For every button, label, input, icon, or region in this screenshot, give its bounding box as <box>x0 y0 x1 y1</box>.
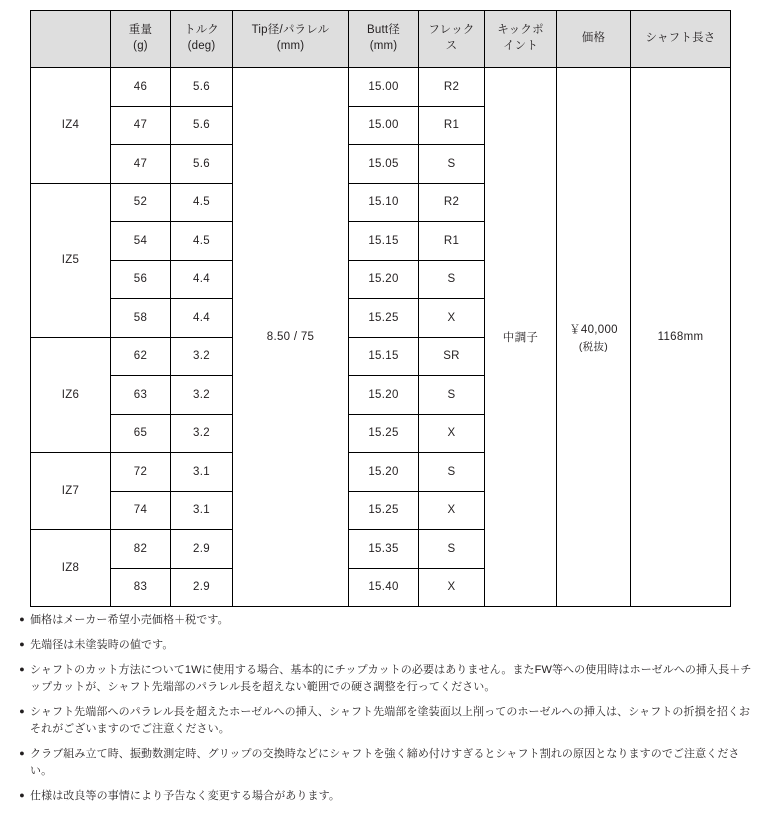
note-text: 価格はメーカー希望小売価格＋税です。 <box>30 614 229 626</box>
flex-cell: S <box>419 453 485 492</box>
column-header-butt-diameter <box>349 11 419 68</box>
weight-cell: 46 <box>111 68 171 107</box>
bullet-icon: ● <box>19 664 25 675</box>
column-header-kick-point-cont: イント <box>502 40 539 52</box>
column-header-torque-unit: (deg) <box>187 40 216 52</box>
table-row <box>31 68 731 107</box>
shaft-length-cell: 1168mm <box>631 68 731 607</box>
column-header-weight-unit: (g) <box>133 40 148 52</box>
column-header-weight <box>111 11 171 68</box>
column-header-butt-diameter-main: Butt径 <box>367 24 400 37</box>
weight-cell: 82 <box>111 530 171 569</box>
weight-cell: 52 <box>111 183 171 222</box>
flex-cell: R1 <box>419 106 485 145</box>
tip-diameter-cell: 8.50 / 75 <box>233 68 349 607</box>
torque-cell: 3.2 <box>171 337 233 376</box>
butt-diameter-cell: 15.40 <box>349 568 419 607</box>
column-header-kick-point <box>485 11 557 68</box>
model-cell-iz6: IZ6 <box>31 337 111 453</box>
note-item <box>14 637 754 654</box>
weight-cell: 47 <box>111 106 171 145</box>
butt-diameter-cell: 15.25 <box>349 491 419 530</box>
note-item <box>14 612 754 629</box>
butt-diameter-cell: 15.35 <box>349 530 419 569</box>
weight-cell: 54 <box>111 222 171 261</box>
torque-cell: 3.1 <box>171 491 233 530</box>
note-text: シャフトのカット方法について1Wに使用する場合、基本的にチップカットの必要はありません。またFW等への使用時はホーゼルへの挿入長＋チップカットが、シャフト先端部のパラレル長を超えない範囲での硬さ調整を行ってください。 <box>30 664 752 694</box>
weight-cell: 65 <box>111 414 171 453</box>
bullet-icon: ● <box>19 639 25 650</box>
column-header-flex-main: フレック <box>428 24 475 37</box>
butt-diameter-cell: 15.00 <box>349 106 419 145</box>
torque-cell: 5.6 <box>171 145 233 184</box>
column-header-flex-cont: ス <box>445 40 458 52</box>
torque-cell: 3.2 <box>171 414 233 453</box>
torque-cell: 5.6 <box>171 68 233 107</box>
shaft-spec-table <box>30 10 731 607</box>
bullet-icon: ● <box>19 614 25 624</box>
flex-cell: S <box>419 376 485 415</box>
torque-cell: 5.6 <box>171 106 233 145</box>
butt-diameter-cell: 15.10 <box>349 183 419 222</box>
weight-cell: 83 <box>111 568 171 607</box>
butt-diameter-cell: 15.25 <box>349 414 419 453</box>
flex-cell: SR <box>419 337 485 376</box>
torque-cell: 4.4 <box>171 260 233 299</box>
column-header-shaft-length-main: シャフト長さ <box>645 32 716 45</box>
torque-cell: 2.9 <box>171 568 233 607</box>
weight-cell: 62 <box>111 337 171 376</box>
column-header-tip-diameter <box>233 11 349 68</box>
column-header-butt-diameter-unit: (mm) <box>369 40 398 52</box>
column-header-tip-diameter-main: Tip径/パラレル <box>251 24 330 37</box>
note-item <box>14 662 754 696</box>
column-header-model <box>31 11 111 68</box>
butt-diameter-cell: 15.05 <box>349 145 419 184</box>
weight-cell: 63 <box>111 376 171 415</box>
model-cell-iz4: IZ4 <box>31 68 111 184</box>
note-text: 先端径は未塗装時の値です。 <box>30 639 174 652</box>
bullet-icon: ● <box>19 748 25 759</box>
kick-point-cell: 中調子 <box>485 68 557 607</box>
torque-cell: 3.2 <box>171 376 233 415</box>
torque-cell: 2.9 <box>171 530 233 569</box>
note-text: クラブ組み立て時、振動数測定時、グリップの交換時などにシャフトを強く締め付けすぎるとシャフト割れの原因となりますのでご注意ください。 <box>30 748 740 778</box>
butt-diameter-cell: 15.00 <box>349 68 419 107</box>
flex-cell: S <box>419 145 485 184</box>
weight-cell: 58 <box>111 299 171 338</box>
butt-diameter-cell: 15.20 <box>349 453 419 492</box>
price-cell <box>557 68 631 607</box>
butt-diameter-cell: 15.20 <box>349 260 419 299</box>
flex-cell: S <box>419 530 485 569</box>
table-header-row <box>31 11 731 68</box>
torque-cell: 4.5 <box>171 183 233 222</box>
weight-cell: 56 <box>111 260 171 299</box>
note-text: シャフト先端部へのパラレル長を超えたホーゼルへの挿入、シャフト先端部を塗装面以上削ってのホーゼルへの挿入は、シャフトの折損を招くおそれがございますのでご注意ください。 <box>30 706 751 736</box>
table-body <box>31 68 731 607</box>
weight-cell: 72 <box>111 453 171 492</box>
flex-cell: S <box>419 260 485 299</box>
note-item <box>14 746 754 780</box>
note-item <box>14 788 754 805</box>
column-header-torque <box>171 11 233 68</box>
note-text: 仕様は改良等の事情により予告なく変更する場合があります。 <box>30 790 340 803</box>
column-header-flex <box>419 11 485 68</box>
flex-cell: R1 <box>419 222 485 261</box>
flex-cell: X <box>419 414 485 453</box>
shaft-spec-table-container <box>30 10 730 607</box>
column-header-shaft-length <box>631 11 731 68</box>
column-header-price-main: 価格 <box>581 32 606 45</box>
bullet-icon: ● <box>19 790 25 801</box>
model-cell-iz5: IZ5 <box>31 183 111 337</box>
weight-cell: 47 <box>111 145 171 184</box>
flex-cell: R2 <box>419 68 485 107</box>
price-tax-note: (税抜) <box>578 340 609 353</box>
model-cell-iz7: IZ7 <box>31 453 111 530</box>
flex-cell: X <box>419 299 485 338</box>
torque-cell: 3.1 <box>171 453 233 492</box>
column-header-tip-diameter-unit: (mm) <box>276 40 305 52</box>
column-header-weight-main: 重量 <box>128 24 153 37</box>
column-header-price <box>557 11 631 68</box>
butt-diameter-cell: 15.15 <box>349 337 419 376</box>
flex-cell: R2 <box>419 183 485 222</box>
column-header-kick-point-main: キックポ <box>497 24 544 37</box>
notes-list <box>14 612 754 813</box>
note-item <box>14 704 754 738</box>
torque-cell: 4.5 <box>171 222 233 261</box>
bullet-icon: ● <box>19 706 25 717</box>
column-header-torque-main: トルク <box>184 24 219 37</box>
flex-cell: X <box>419 491 485 530</box>
butt-diameter-cell: 15.15 <box>349 222 419 261</box>
torque-cell: 4.4 <box>171 299 233 338</box>
butt-diameter-cell: 15.25 <box>349 299 419 338</box>
price-amount: ￥40,000 <box>569 323 618 336</box>
butt-diameter-cell: 15.20 <box>349 376 419 415</box>
flex-cell: X <box>419 568 485 607</box>
weight-cell: 74 <box>111 491 171 530</box>
model-cell-iz8: IZ8 <box>31 530 111 607</box>
